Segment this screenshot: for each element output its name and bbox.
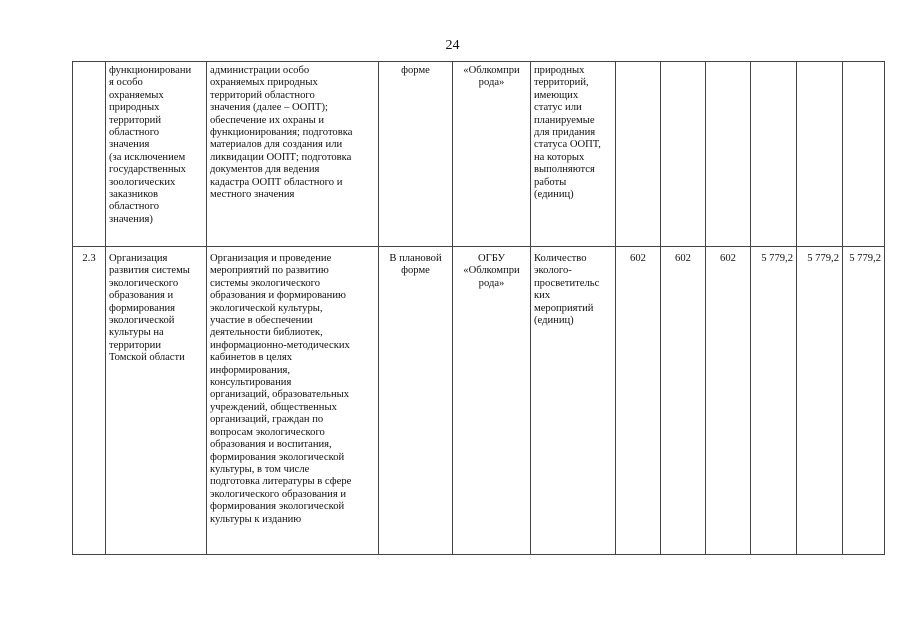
cell-value-1 (616, 62, 661, 247)
cell-value-6: 5 779,2 (843, 247, 885, 555)
cell-value-6 (843, 62, 885, 247)
cell-value-3 (706, 62, 751, 247)
cell-indicator: природных территорий, имеющих статус или планируемые для придания статуса ООПТ, на которых выполняются работы (единиц) (531, 62, 616, 247)
cell-value-3: 602 (706, 247, 751, 555)
cell-value-2 (661, 62, 706, 247)
cell-number: 2.3 (73, 247, 106, 555)
cell-indicator: Количество эколого- просветительс ких мероприятий (единиц) (531, 247, 616, 555)
cell-value-1: 602 (616, 247, 661, 555)
cell-value-2: 602 (661, 247, 706, 555)
page-number: 24 (445, 38, 460, 53)
cell-number (73, 62, 106, 247)
cell-executor: «Облкомпри рода» (453, 62, 531, 247)
cell-value-5: 5 779,2 (797, 247, 843, 555)
cell-value-4 (751, 62, 797, 247)
cell-executor: ОГБУ «Облкомпри рода» (453, 247, 531, 555)
cell-activity-name: функционировани я особо охраняемых природных территорий областного значения (за исключением государственных зоологических заказников областного значения) (106, 62, 207, 247)
cell-activity-name: Организация развития системы экологического образования и формирования экологической культуры на территории Томской области (106, 247, 207, 555)
cell-value-5 (797, 62, 843, 247)
cell-form: В плановой форме (379, 247, 453, 555)
cell-value-4: 5 779,2 (751, 247, 797, 555)
cell-description: Организация и проведение мероприятий по развитию системы экологического образования и формированию экологической культуры, участие в обеспечении деятельности библиотек, информационно-методических кабинетов в целях информирования, консультирования организаций, образовательных учреждений, общественных организаций, граждан по вопросам экологического образования и воспитания, формирования экологической культуры, в том числе подготовка литературы в сфере экологического образования и формирования экологической культуры к изданию (207, 247, 379, 555)
table-row (73, 62, 885, 247)
cell-form: форме (379, 62, 453, 247)
cell-description: администрации особо охраняемых природных территорий областного значения (далее – ООПТ); обеспечение их охраны и функционирования; подготовка материалов для создания или ликвидации ООПТ; подготовка документов для ведения кадастра ООПТ областного и местного значения (207, 62, 379, 247)
table-row (73, 247, 885, 555)
program-table (72, 61, 885, 555)
